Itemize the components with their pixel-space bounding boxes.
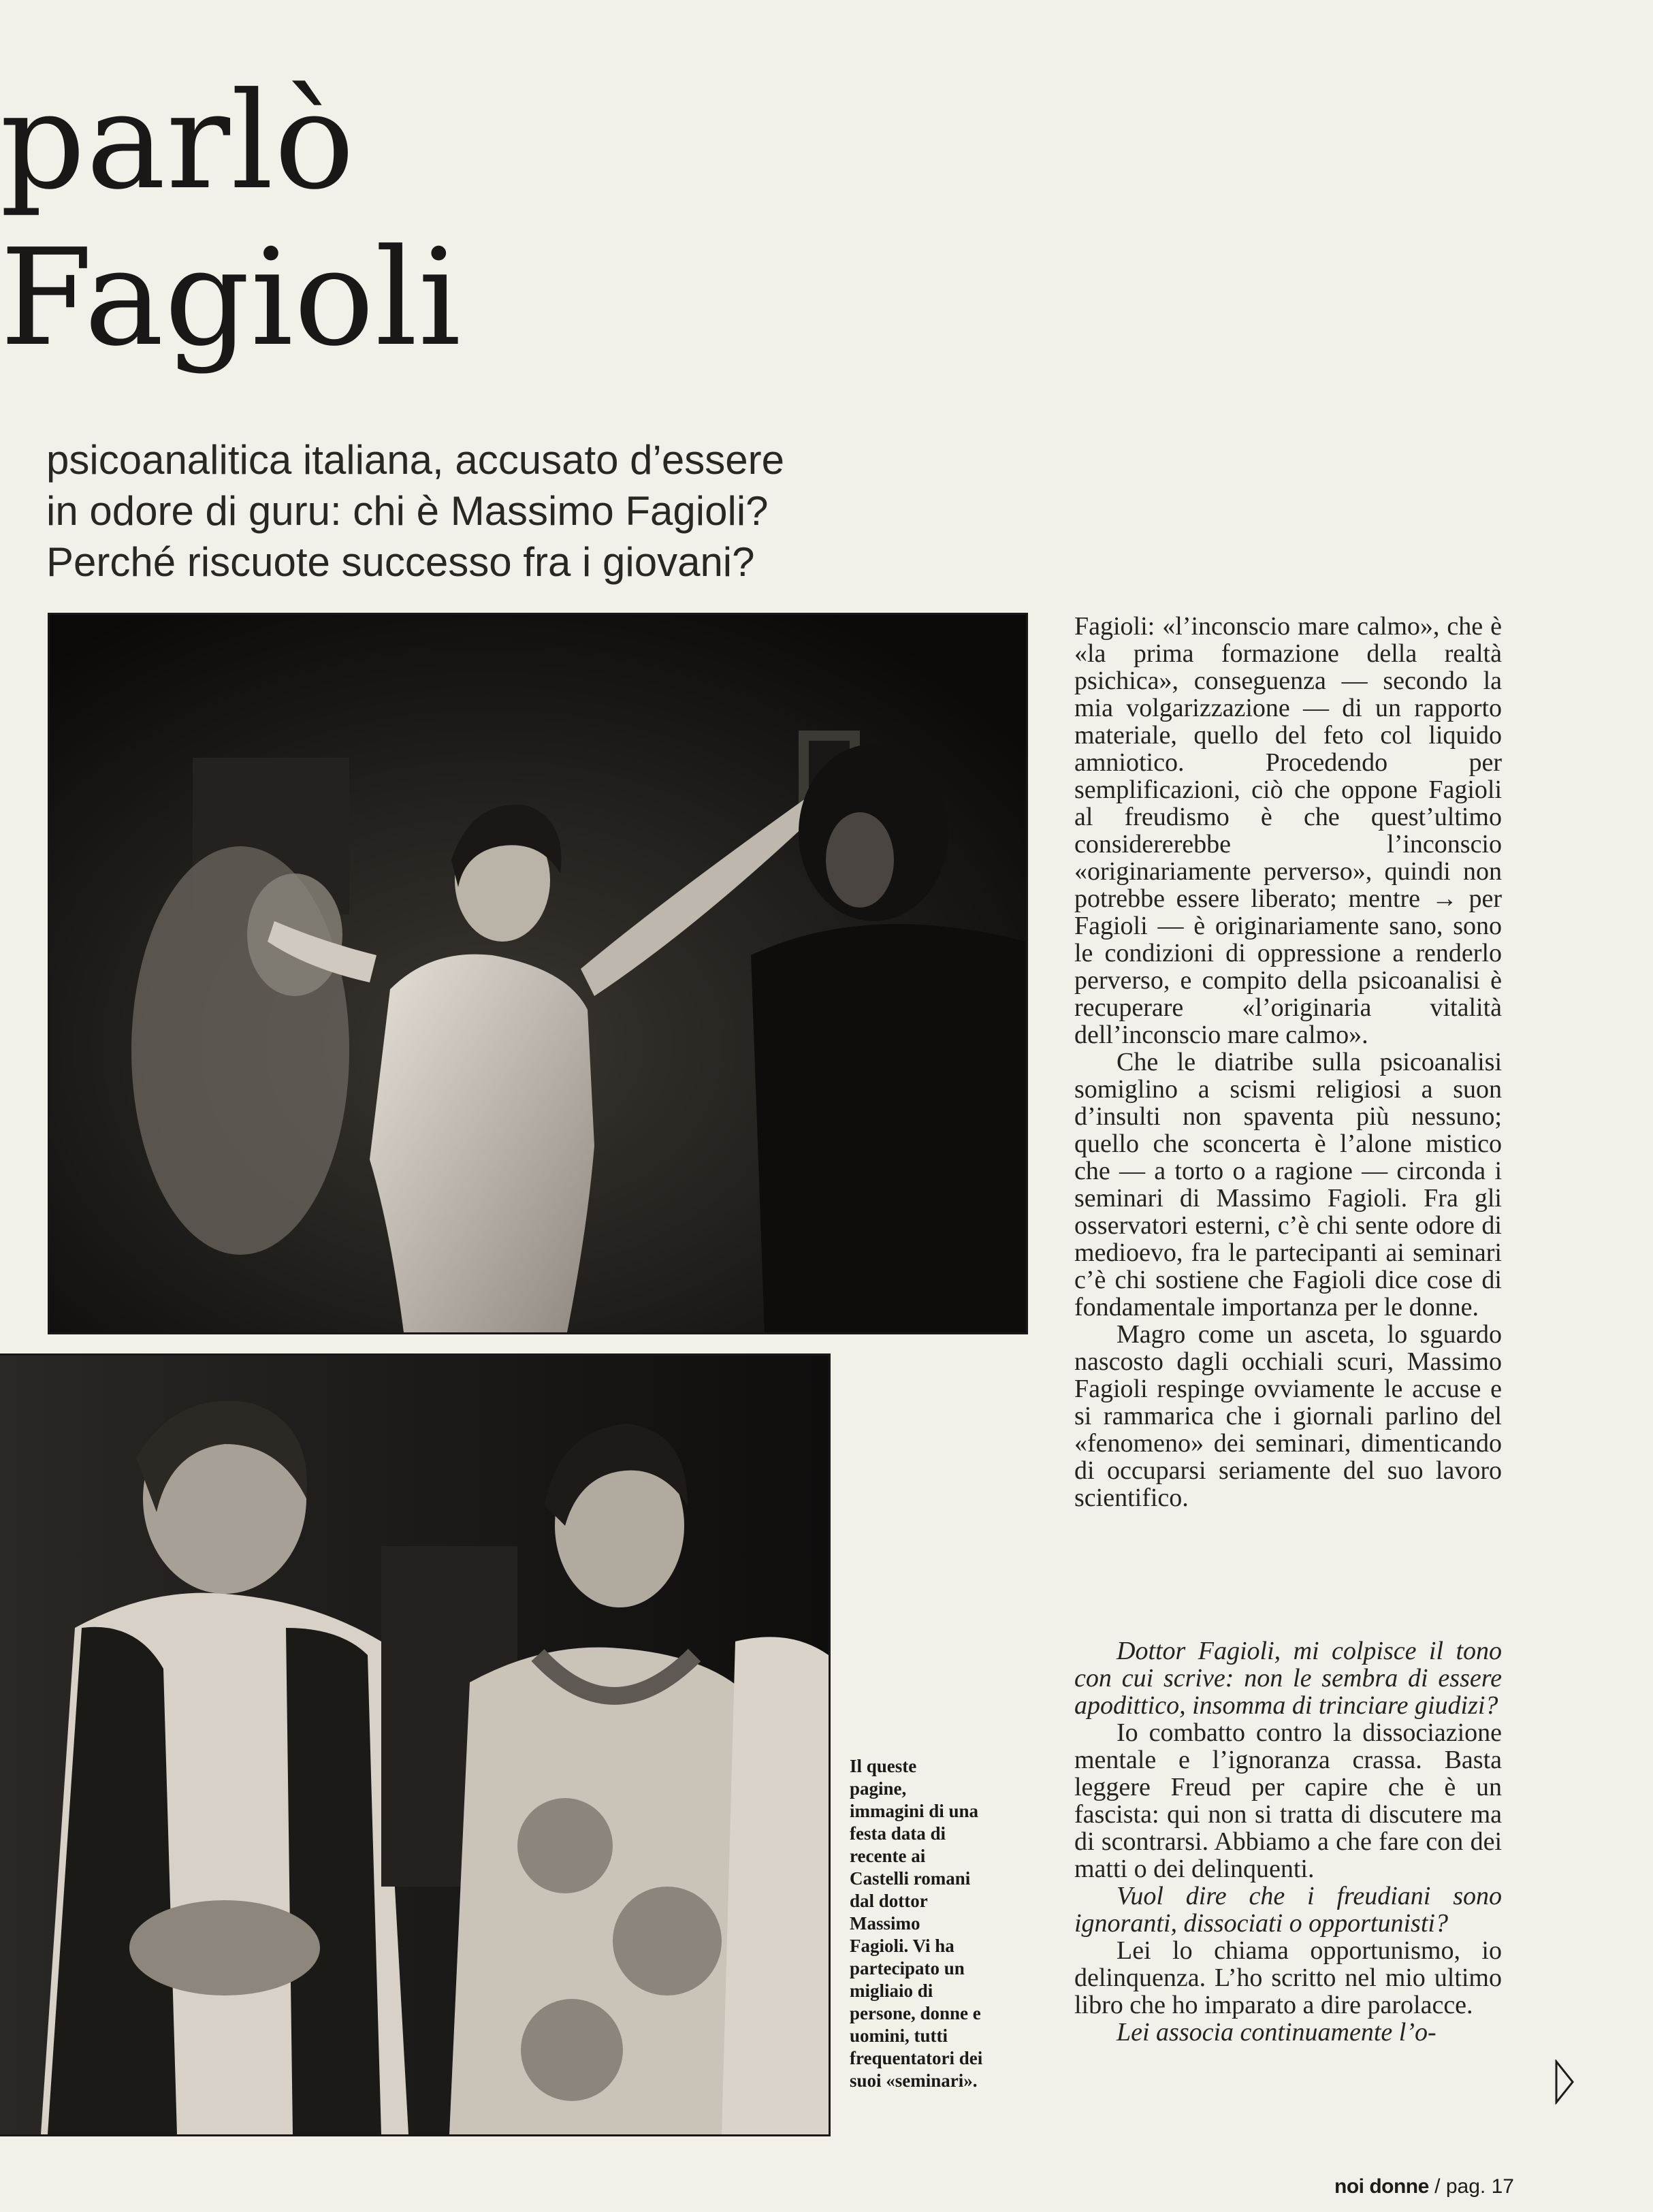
caption-line: dal dottor <box>850 1891 928 1911</box>
article-paragraph: Magro come un asceta, lo sguardo nascosto dagli occhiali scuri, Massimo Fagioli respinge ovviamente le accuse e si rammarica che i giornali parlino del «fenomeno» dei seminari, dimenticando di occuparsi seriamente del suo lavoro scientifico. <box>1074 1320 1502 1512</box>
interview-answer: Lei lo chiama opportunismo, io delinquenza. L’ho scritto nel mio ultimo libro che ho imparato a dire parolacce. <box>1074 1936 1502 2019</box>
subtitle-line-1: psicoanalitica italiana, accusato d’essere <box>46 437 784 483</box>
caption-line: migliaio di <box>850 1981 933 2001</box>
caption-line: suoi «seminari». <box>850 2070 978 2091</box>
photo-dancing-woman-image <box>50 615 1026 1332</box>
subtitle-line-2: in odore di guru: chi è Massimo Fagioli? <box>46 488 769 534</box>
photo-dancing-woman <box>48 613 1028 1334</box>
caption-line: Il queste <box>850 1756 917 1776</box>
interview-question: Vuol dire che i freudiani sono ignoranti, dissociati o opportunisti? <box>1074 1882 1502 1938</box>
caption-line: Castelli romani <box>850 1868 971 1889</box>
caption-line: festa data di <box>850 1823 946 1844</box>
caption-line: immagini di una <box>850 1801 979 1821</box>
page-number: pag. 17 <box>1445 2175 1514 2198</box>
continue-arrow-icon <box>1554 2059 1575 2104</box>
article-column-interview <box>1074 1637 1502 2046</box>
headline-line-2: Fagioli <box>0 221 462 376</box>
caption-line: frequentatori dei <box>850 2048 983 2068</box>
photo-two-women <box>0 1353 831 2136</box>
footer-separator: / <box>1434 2175 1441 2198</box>
headline-line-1: parlò <box>0 64 355 219</box>
caption-line: Fagioli. Vi ha <box>850 1936 954 1956</box>
subtitle-line-3: Perché riscuote successo fra i giovani? <box>46 539 755 585</box>
interview-question: Lei associa continuamente l’o- <box>1117 2018 1437 2047</box>
caption-line: recente ai <box>850 1846 926 1866</box>
photo-two-women-image <box>0 1356 829 2134</box>
caption-line: uomini, tutti <box>850 2025 948 2046</box>
photo-caption <box>850 1755 1013 2092</box>
page-footer <box>1334 2175 1514 2198</box>
magazine-brand: noi donne <box>1334 2175 1429 2198</box>
interview-question: Dottor Fagioli, mi colpisce il tono con cui scrive: non le sembra di essere apodittico, insomma di trinciare giudizi? <box>1074 1637 1502 1720</box>
caption-line: pagine, <box>850 1778 907 1799</box>
caption-line: Massimo <box>850 1913 920 1934</box>
article-paragraph: Fagioli: «l’inconscio mare calmo», che è «la prima formazione della realtà psichica», conseguenza — secondo la mia volgarizzazione — di un rapporto materiale, quello del feto col liquido amniotico. Procedendo per semplificazioni, ciò che oppone Fagioli al freudismo è che quest’ultimo considererebbe l’inconscio «originariamente perverso», quindi non potrebbe essere liberato; mentre → per Fagioli — è originariamente sano, sono le condizioni di oppressione a renderlo perverso, e compito della psicoanalisi è recuperare «l’originaria vitalità dell’inconscio mare calmo». <box>1074 612 1502 1049</box>
caption-line: partecipato un <box>850 1958 965 1978</box>
article-column-top <box>1074 613 1502 1511</box>
subtitle <box>46 434 945 588</box>
caption-line: persone, donne e <box>850 2003 981 2023</box>
article-paragraph: Che le diatribe sulla psicoanalisi somiglino a scismi religiosi a suon d’insulti non spaventa più nessuno; quello che sconcerta è l’alone mistico che — a torto o a ragione — circonda i seminari di Massimo Fagioli. Fra gli osservatori esterni, c’è chi sente odore di medioevo, fra le partecipanti ai seminari c’è chi sostiene che Fagioli dice cose di fondamentale importanza per le donne. <box>1074 1048 1502 1321</box>
interview-answer: Io combatto contro la dissociazione mentale e l’ignoranza crassa. Basta leggere Freud per capire che è un fascista: qui non si tratta di discutere ma di scontrarsi. Abbiamo a che fare con dei matti o dei delinquenti. <box>1074 1718 1502 1883</box>
